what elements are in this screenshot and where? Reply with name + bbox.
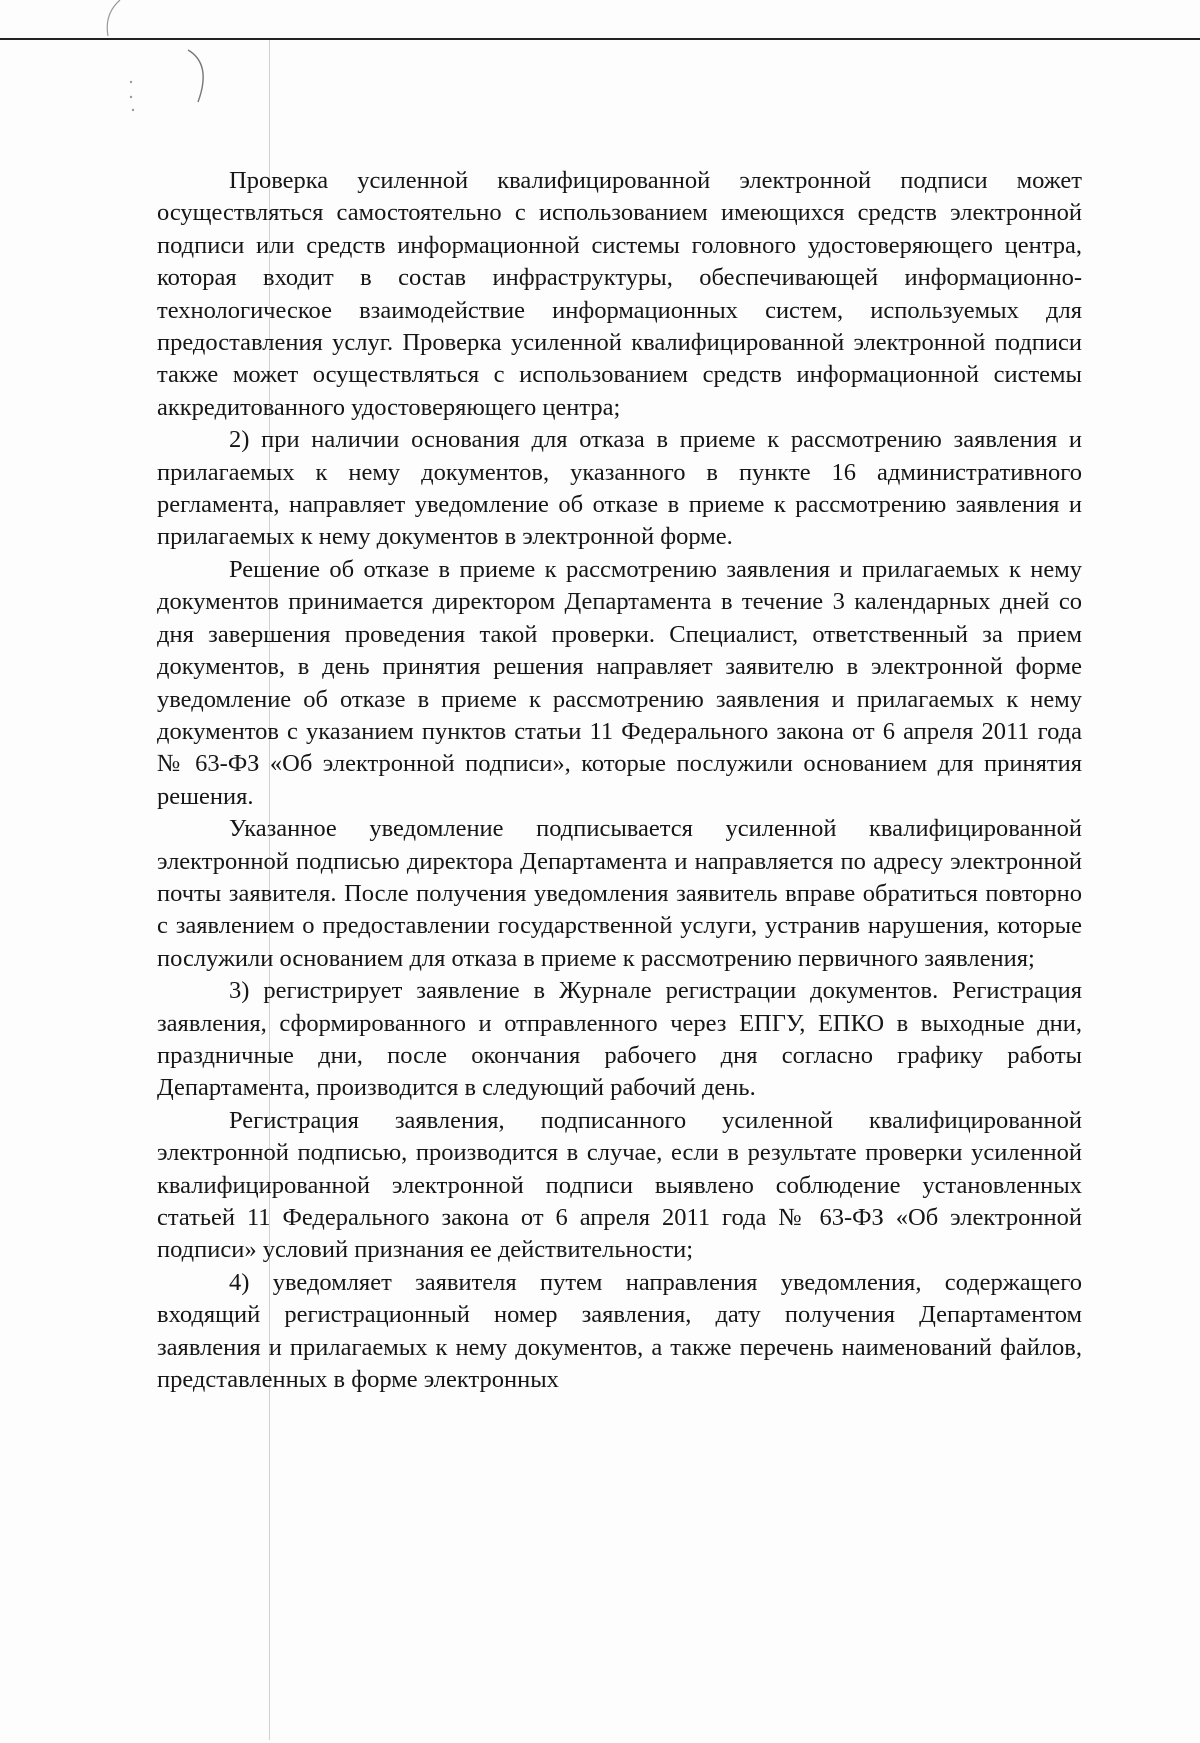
paragraph-signature-verification: Проверка усиленной квалифицированной электронной подписи может осуществляться самостоятельно с использованием имеющихся средств электронной подписи или средств информационной системы головного удостоверяющего центра, которая входит в состав инфраструктуры, обеспечивающей информационно-технологическое взаимодействие информационных систем, используемых для предоставления услуг. Проверка усиленной квалифицированной электронной подписи также может осуществляться с использованием средств информационной системы аккредитованного удостоверяющего центра; bbox=[157, 167, 1082, 421]
scan-corner-mark bbox=[100, 0, 220, 130]
paragraph-item-3: 3) регистрирует заявление в Журнале регистрации документов. Регистрация заявления, сформированного и отправленного через ЕПГУ, ЕПКО в выходные дни, праздничные дни, после окончания рабочего дня согласно графику работы Департамента, производится в следующий рабочий день. bbox=[157, 977, 1082, 1102]
paragraph-item-2: 2) при наличии основания для отказа в приеме к рассмотрению заявления и прилагаемых к нему документов, указанного в пункте 16 административного регламента, направляет уведомление об отказе в приеме к рассмотрению заявления и прилагаемых к нему документов в электронной форме. bbox=[157, 426, 1082, 551]
paragraph-registration: Регистрация заявления, подписанного усиленной квалифицированной электронной подписью, производится в случае, если в результате проверки усиленной квалифицированной электронной подписи выявлено соблюдение установленных статьей 11 Федерального закона от 6 апреля 2011 года № 63-ФЗ «Об электронной подписи» условий признания ее действительности; bbox=[157, 1106, 1082, 1264]
paragraph-refusal-decision: Решение об отказе в приеме к рассмотрению заявления и прилагаемых к нему документов принимается директором Департамента в течение 3 календарных дней со дня завершения проведения такой проверки. Специалист, ответственный за прием документов, в день принятия решения направляет заявителю в электронной форме уведомление об отказе в приеме к рассмотрению заявления и прилагаемых к нему документов с указанием пунктов статьи 11 Федерального закона от 6 апреля 2011 года № 63-ФЗ «Об электронной подписи», которые послужили основанием для принятия решения. bbox=[157, 555, 1082, 810]
paragraph-notification-signing: Указанное уведомление подписывается усиленной квалифицированной электронной подписью директора Департамента и направляется по адресу электронной почты заявителя. После получения уведомления заявитель вправе обратиться повторно с заявлением о предоставлении государственной услуги, устранив нарушения, которые послужили основанием для отказа в приеме к рассмотрению первичного заявления; bbox=[157, 815, 1082, 972]
document-body bbox=[157, 165, 1082, 1396]
paragraph-item-4: 4) уведомляет заявителя путем направления уведомления, содержащего входящий регистрационный номер заявления, дату получения Департаментом заявления и прилагаемых к нему документов, а также перечень наименований файлов, представленных в форме электронных bbox=[157, 1268, 1082, 1394]
